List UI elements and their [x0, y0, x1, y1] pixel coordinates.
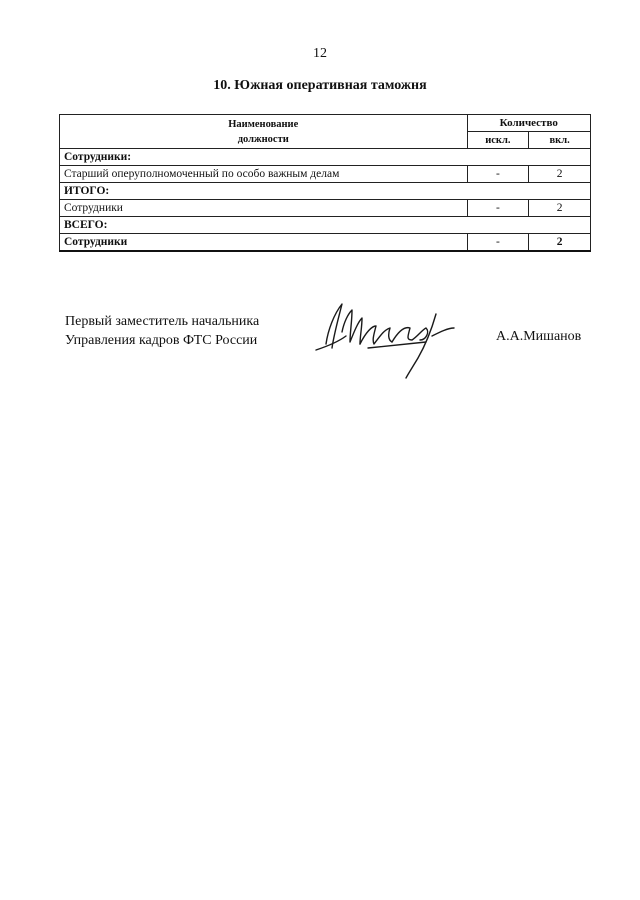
position-name: Сотрудники: [60, 234, 468, 252]
section-label: ИТОГО:: [60, 183, 591, 200]
table-row: [60, 234, 591, 252]
table-row: [60, 166, 591, 183]
column-header-included: вкл.: [529, 132, 591, 149]
signer-name: А.А.Мишанов: [496, 329, 582, 344]
handwritten-signature: [308, 292, 488, 382]
table-row: [60, 149, 591, 166]
staff-table: [59, 114, 591, 252]
signer-title: [65, 312, 259, 350]
excluded-count: -: [467, 166, 529, 183]
table-row: [60, 183, 591, 200]
signer-title-line1: Первый заместитель начальника: [65, 314, 260, 329]
signer-title-line2: Управления кадров ФТС России: [65, 333, 258, 348]
excluded-count: -: [467, 234, 529, 252]
excluded-count: -: [467, 200, 529, 217]
column-header-position-line2: должности: [237, 133, 289, 145]
included-count: 2: [529, 166, 591, 183]
table-header-row: [60, 115, 591, 132]
position-name: Старший оперуполномоченный по особо важным делам: [60, 166, 468, 183]
table-row: [60, 217, 591, 234]
page-number: 12: [313, 46, 327, 61]
document-heading: 10. Южная оперативная таможня: [213, 78, 427, 93]
section-label: ВСЕГО:: [60, 217, 591, 234]
column-header-position-line1: Наименование: [228, 118, 299, 130]
section-label: Сотрудники:: [60, 149, 591, 166]
included-count: 2: [529, 234, 591, 252]
column-header-quantity: Количество: [467, 115, 591, 132]
column-header-position: [60, 115, 468, 149]
column-header-excluded: искл.: [467, 132, 529, 149]
included-count: 2: [529, 200, 591, 217]
position-name: Сотрудники: [60, 200, 468, 217]
table-row: [60, 200, 591, 217]
